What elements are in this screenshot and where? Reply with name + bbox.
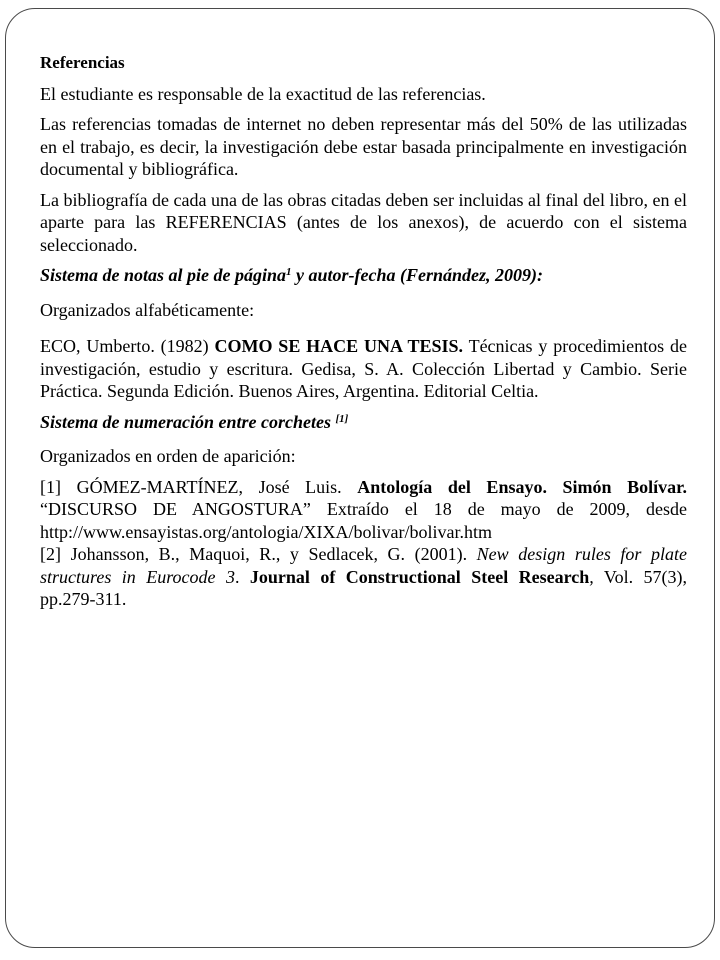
document-body	[40, 52, 687, 619]
paragraph-responsibility: El estudiante es responsable de la exactitud de las referencias.	[40, 83, 486, 104]
reference-entry-eco	[40, 335, 687, 403]
section-title-bracket-system	[40, 411, 687, 434]
reference-author: [2] Johansson, B., Maquoi, R., y Sedlacek, G. (2001).	[40, 544, 477, 564]
reference-entry-johansson	[40, 543, 687, 611]
footnote-marker: 1	[286, 266, 292, 278]
reference-author: [1] GÓMEZ-MARTÍNEZ, José Luis.	[40, 476, 358, 497]
reference-details: Técnicas y procedimientos de investigación, estudio y escritura. Gedisa, S. A. Colección Libertad y Cambio. Serie Práctica. Segunda Edición. Buenos Aires, Argentina. Editorial Celtia.	[40, 336, 687, 401]
reference-details: “DISCURSO DE ANGOSTURA” Extraído el 18 de mayo de 2009, desde http://www.ensayistas.org/antologia/XIXA/bolivar/bolivar.htm	[40, 499, 687, 542]
paragraph-internet-references: Las referencias tomadas de internet no deben representar más del 50% de las utilizadas en el trabajo, es decir, la investigación debe estar basada principalmente en investigación documental y bibliográfica.	[40, 114, 687, 179]
reference-title: COMO SE HACE UNA TESIS.	[214, 336, 464, 356]
section-title-text: Sistema de numeración entre corchetes	[40, 411, 336, 432]
reference-journal: Journal of Constructional Steel Research	[249, 566, 590, 587]
reference-title: Antología del Ensayo. Simón Bolívar.	[357, 476, 687, 497]
reference-comma: ,	[589, 566, 594, 587]
section-title-footnote-system	[40, 264, 687, 287]
reference-author: ECO, Umberto. (1982)	[40, 336, 215, 356]
reference-title: New design rules for plate structures in Eurocode 3	[40, 544, 687, 587]
section-title-text-suffix: y autor-fecha (Fernández, 2009):	[291, 265, 543, 285]
reference-entry-gomez	[40, 476, 687, 544]
reference-details: Vol. 57(3), pp.279-311.	[40, 566, 687, 609]
reference-separator: .	[234, 566, 250, 587]
paragraph-bibliography-placement: La bibliografía de cada una de las obras citadas deben ser incluidas al final del libro, en el aparte para las REFERENCIAS (antes de los anexos), de acuerdo con el sistema seleccionado.	[40, 189, 687, 255]
section-intro-alphabetical: Organizados alfabéticamente:	[40, 299, 255, 320]
section-title-text: Sistema de notas al pie de página	[40, 265, 287, 285]
section-intro-appearance-order: Organizados en orden de aparición:	[40, 446, 296, 466]
page-title: Referencias	[40, 53, 125, 72]
bracket-marker: [1]	[335, 412, 349, 425]
